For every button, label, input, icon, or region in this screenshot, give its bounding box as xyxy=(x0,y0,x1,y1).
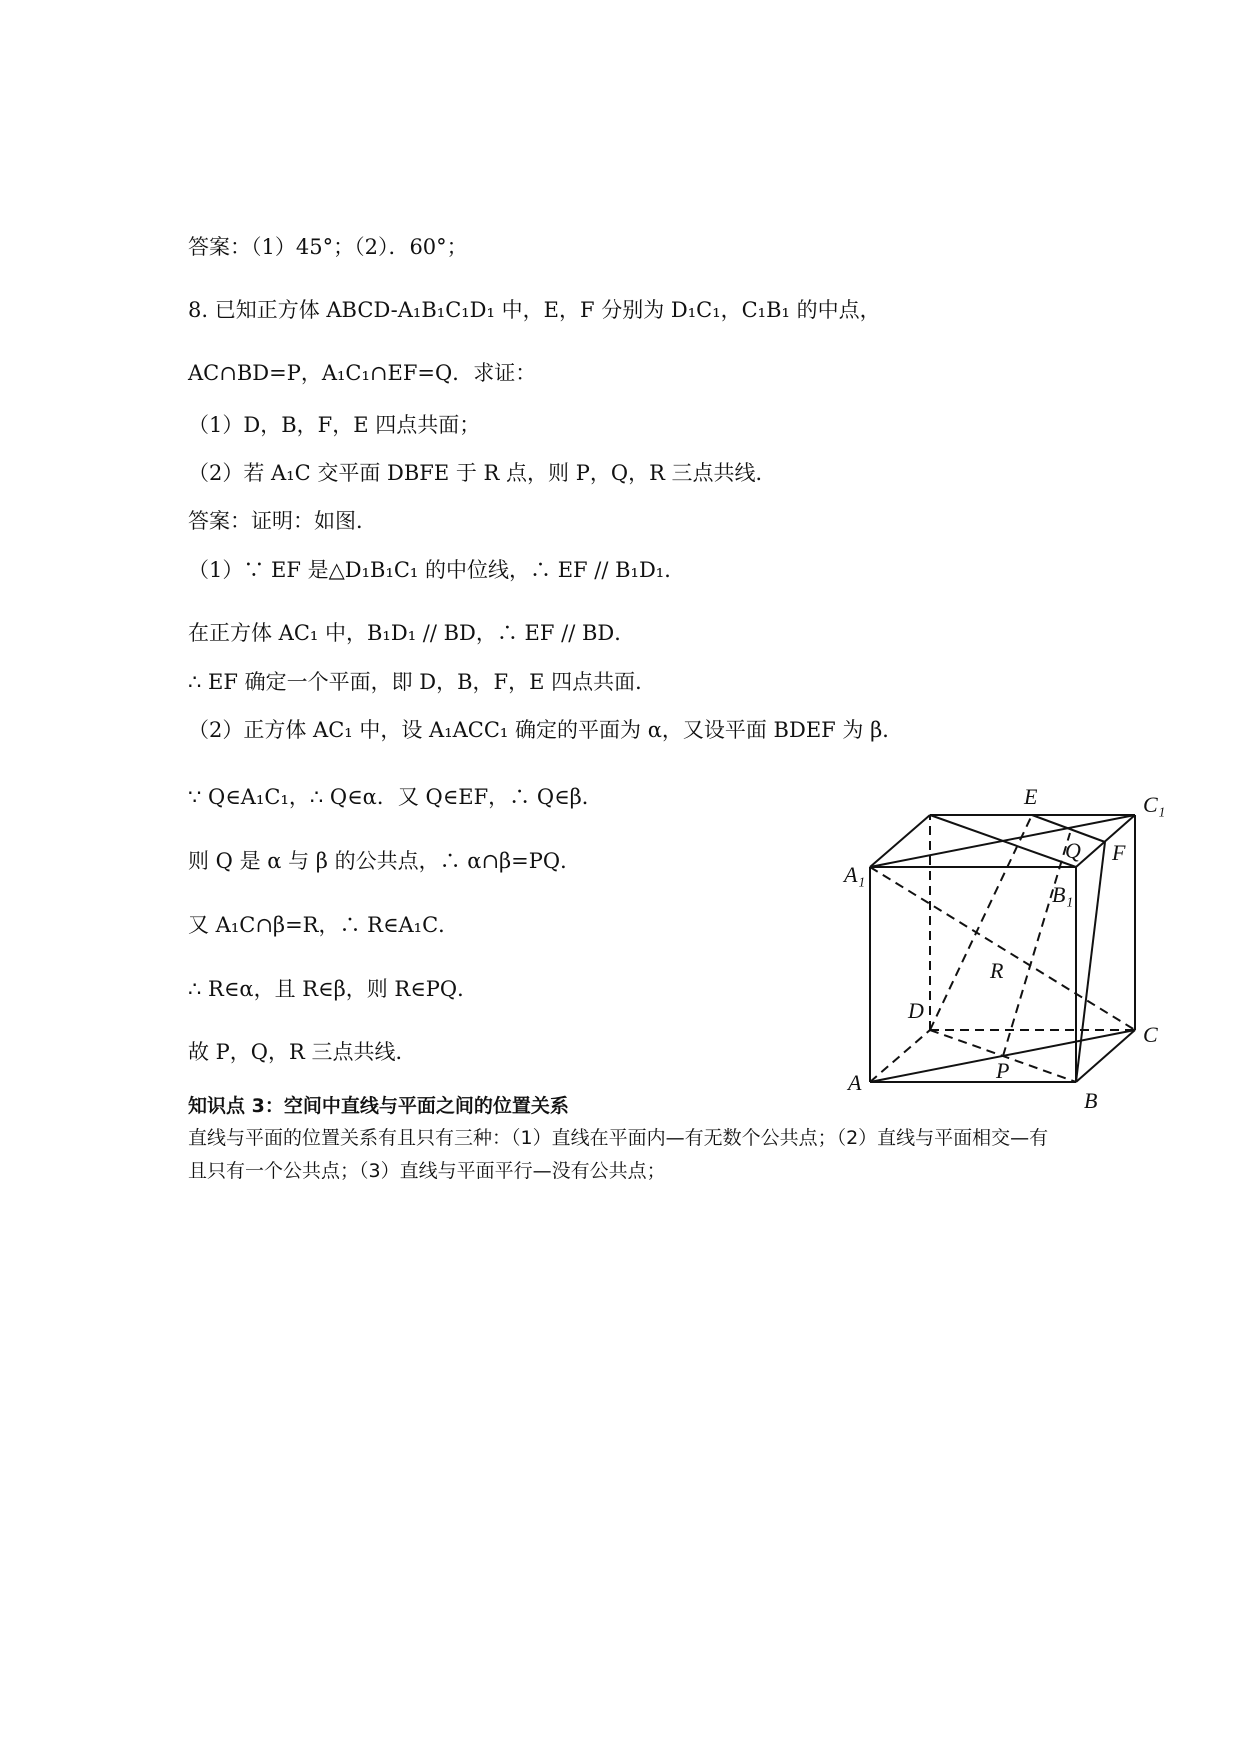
section-paragraph: 直线与平面的位置关系有且只有三种：（1）直线在平面内—有无数个公共点；（2）直线与平面相交—有且只有一个公共点；（3）直线与平面平行—没有公共点； xyxy=(188,1127,1049,1182)
label-A: A xyxy=(848,1070,862,1095)
cube-figure xyxy=(840,780,1180,1120)
edge-A-D xyxy=(870,1030,930,1082)
label-E: E xyxy=(1024,784,1038,809)
text-line: （2）若 A₁C 交平面 DBFE 于 R 点，则 P，Q，R 三点共线． xyxy=(188,461,777,485)
text-line: ∴ R∈α，且 R∈β，则 R∈PQ． xyxy=(188,977,479,1001)
text-line: 又 A₁C∩β=R，∴ R∈A₁C． xyxy=(188,913,460,937)
text-line: 答案：（1）45°；（2）．60°； xyxy=(188,235,468,259)
text-line: 故 P，Q，R 三点共线． xyxy=(188,1040,417,1064)
edge-C1-B1 xyxy=(1076,815,1135,867)
label-Q: Q xyxy=(1065,838,1081,863)
label-A1: A₁ xyxy=(844,862,866,887)
segment-F-B xyxy=(1076,842,1105,1082)
text-line: （1）D，B，F，E 四点共面； xyxy=(188,413,481,437)
label-C1: C₁ xyxy=(1143,792,1166,817)
text-line: AC∩BD=P，A₁C₁∩EF=Q．求证： xyxy=(188,361,537,385)
label-B: B xyxy=(1084,1088,1098,1113)
text-line: ∵ Q∈A₁C₁，∴ Q∈α．又 Q∈EF，∴ Q∈β． xyxy=(188,785,603,809)
label-F: F xyxy=(1112,840,1126,865)
section-heading: 知识点 3：空间中直线与平面之间的位置关系 xyxy=(188,1095,569,1117)
text-line: 答案：证明：如图． xyxy=(188,509,377,533)
label-R: R xyxy=(990,958,1004,983)
edge-A1-D1 xyxy=(870,815,930,867)
label-B1: B₁ xyxy=(1052,882,1074,907)
label-P: P xyxy=(996,1058,1010,1083)
text-line: 8. 已知正方体 ABCD-A₁B₁C₁D₁ 中，E，F 分别为 D₁C₁，C₁B₁ 的中点， xyxy=(188,298,881,322)
text-line: ∴ EF 确定一个平面，即 D，B，F，E 四点共面． xyxy=(188,670,657,694)
segment-D-E xyxy=(930,815,1032,1030)
label-C: C xyxy=(1143,1022,1158,1047)
text-line: （2）正方体 AC₁ 中，设 A₁ACC₁ 确定的平面为 α，又设平面 BDEF 为 β． xyxy=(188,718,904,742)
edge-B-C xyxy=(1076,1030,1135,1082)
text-line: （1）∵ EF 是△D₁B₁C₁ 的中位线，∴ EF // B₁D₁． xyxy=(188,558,686,582)
text-line: 在正方体 AC₁ 中，B₁D₁ // BD，∴ EF // BD． xyxy=(188,621,636,645)
text-line: 则 Q 是 α 与 β 的公共点，∴ α∩β=PQ． xyxy=(188,849,582,873)
label-D: D xyxy=(908,998,924,1023)
